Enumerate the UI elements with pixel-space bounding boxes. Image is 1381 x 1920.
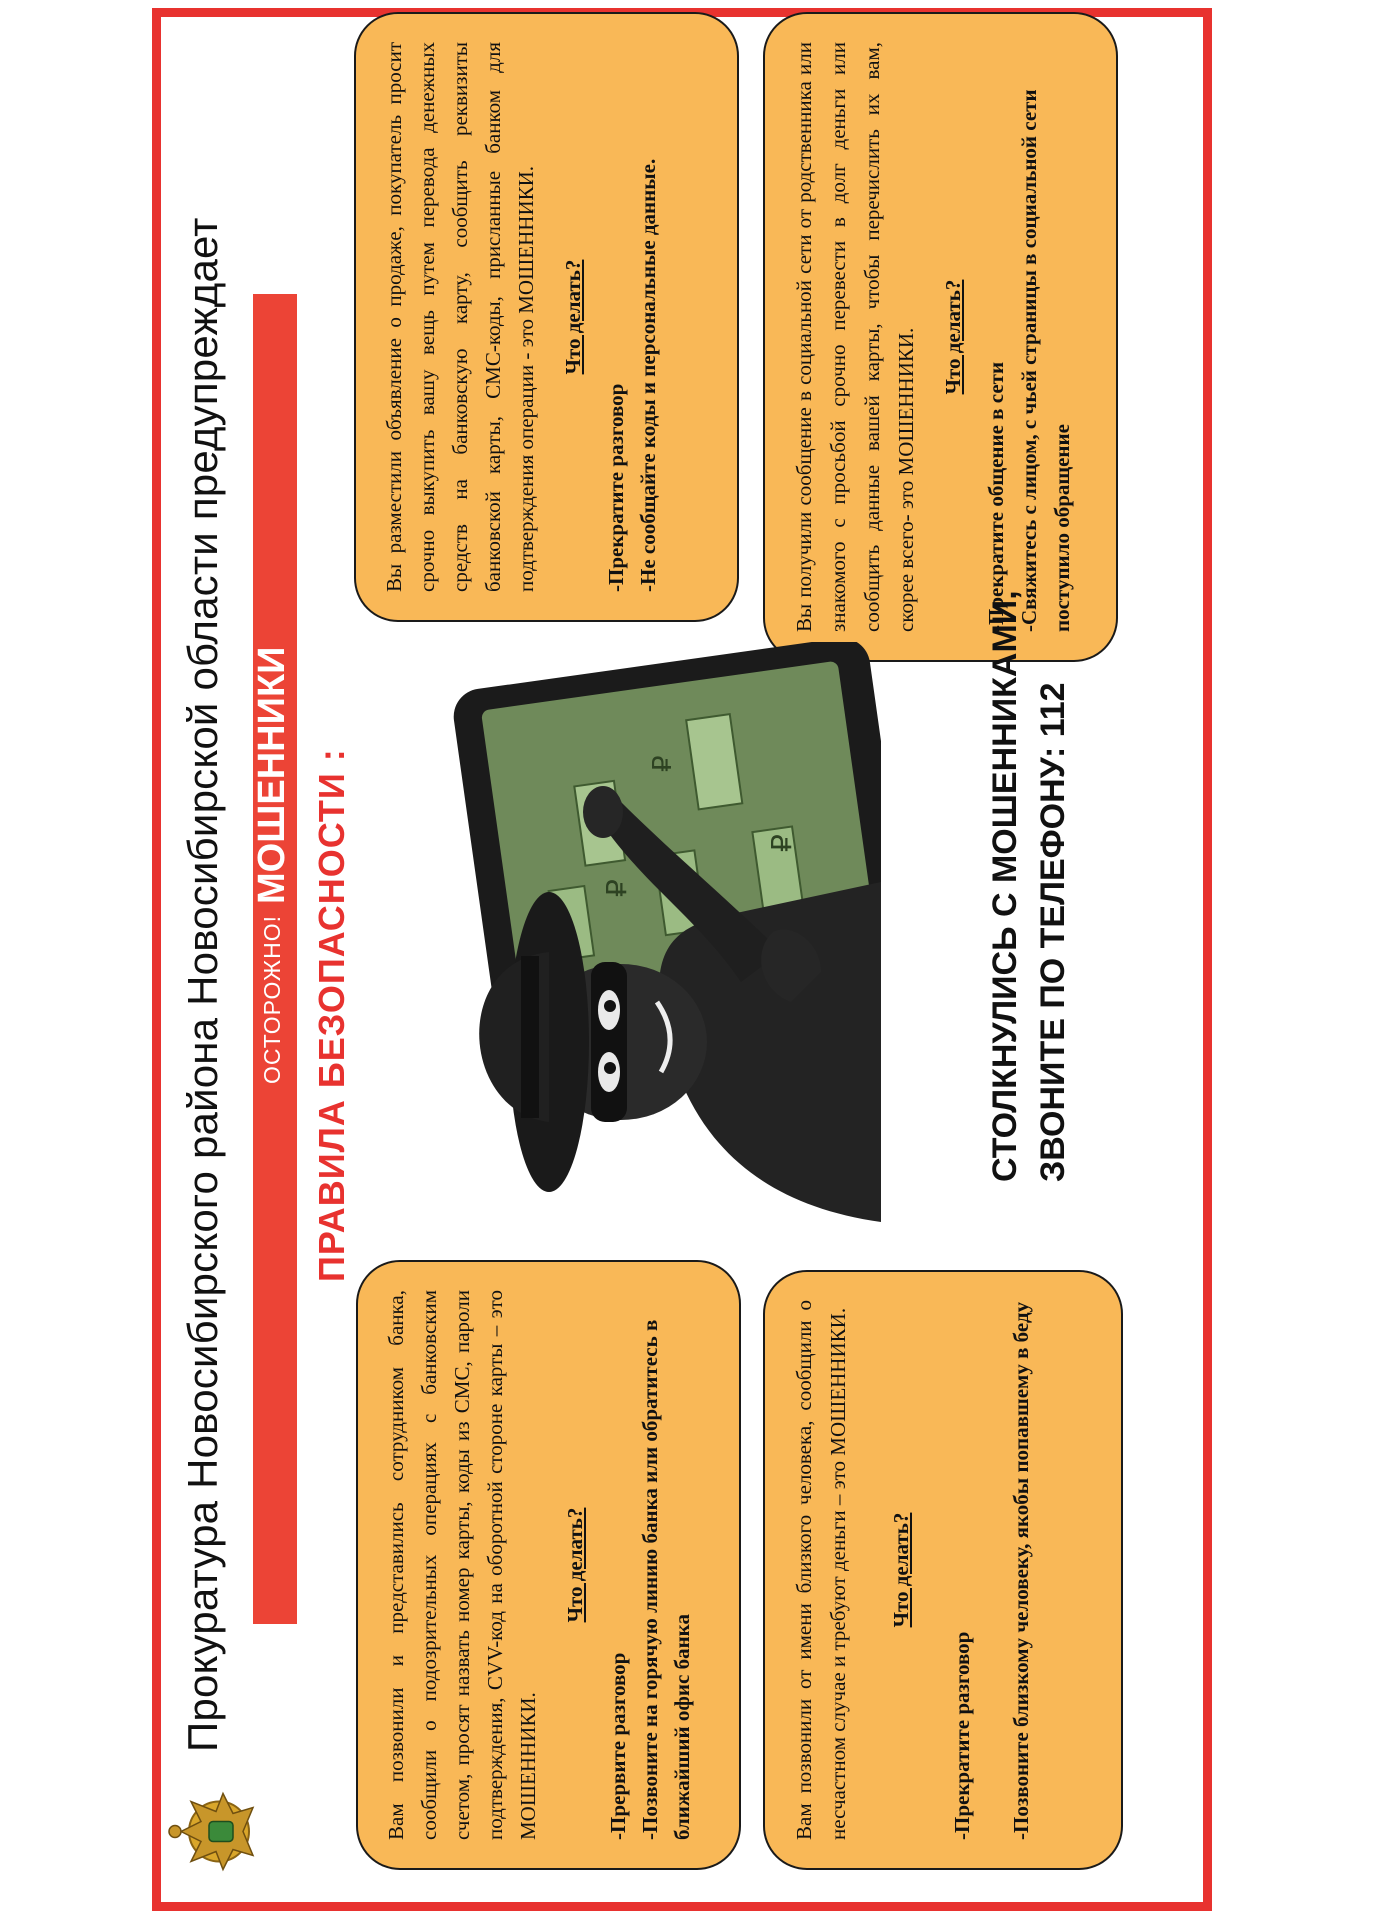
topic-label: МОШЕННИКИ [251,646,293,904]
svg-text:₽: ₽ [600,879,633,897]
card-action: -Позвоните на горячую линию банка или обратитесь в ближайший офис банка [638,1319,694,1840]
card-action: -Позвоните близкому человеку, якобы попавшему в беду [1009,1301,1033,1840]
page-title: Прокуратура Новосибирского района Новосибирской области предупреждает [179,217,226,1752]
warning-banner [253,294,297,1624]
card-relative-call [763,1270,1123,1870]
card-question: Что делать? [941,279,965,395]
card-action: -Свяжитесь с лицом, с чьей страницы в социальной сети поступило обращение [1017,89,1074,632]
rules-title: ПРАВИЛА БЕЗОПАСНОСТИ : [311,748,352,1282]
warning-label: ОСТОРОЖНО! [259,915,285,1084]
card-text: Вы получили сообщение в социальной сети от родственника или знакомого с просьбой срочно перевести в долг деньги или сообщить данные вашей карты, чтобы перечислить их вам, скорее всего- это МОШЕННИКИ. [792,42,918,632]
card-sale-ad [354,12,739,622]
prosecutor-emblem-icon [161,1779,271,1884]
svg-text:₽: ₽ [765,834,798,852]
card-action: -Прекратите разговор [950,1631,974,1840]
card-text: Вам позвонили от имени близкого человека, сообщили о несчастном случае и требуют деньги – это МОШЕННИКИ. [792,1300,850,1840]
card-action: -Прекратите общение в сети [984,361,1008,632]
call-line-1: СТОЛКНУЛИСЬ С МОШЕННИКАМИ, [986,590,1024,1182]
emergency-call-notice [981,590,1077,1182]
card-action: -Прекратите разговор [604,383,628,592]
call-line-2: ЗВОНИТЕ ПО ТЕЛЕФОНУ: 112 [1034,682,1072,1182]
thief-smartphone-illustration [321,642,881,1242]
card-question: Что делать? [563,1507,587,1623]
poster-canvas [161,17,1203,1902]
card-text: Вам позвонили и представились сотрудником банка, сообщили о подозрительных операциях с банковским счетом, просят назвать номер карты, коды из СМС, пароли подтверждения, CVV-код на оборотной стороне карты – это МОШЕННИКИ. [384,1290,540,1840]
card-question: Что делать? [561,259,585,375]
card-text: Вы разместили объявление о продаже, покупатель просит срочно выкупить вашу вещь путем перевода денежных средств на банковскую карту, сообщить реквизиты банковской карты, СМС-коды, присланные банком для подтверждения операции - это МОШЕННИКИ. [382,42,538,592]
card-action: -Не сообщайте коды и персональные данные. [636,158,660,592]
card-action: -Прервите разговор [606,1652,630,1840]
card-bank-call [356,1260,741,1870]
card-social-network [763,12,1118,662]
svg-text:₽: ₽ [648,755,678,772]
card-question: Что делать? [889,1512,913,1628]
